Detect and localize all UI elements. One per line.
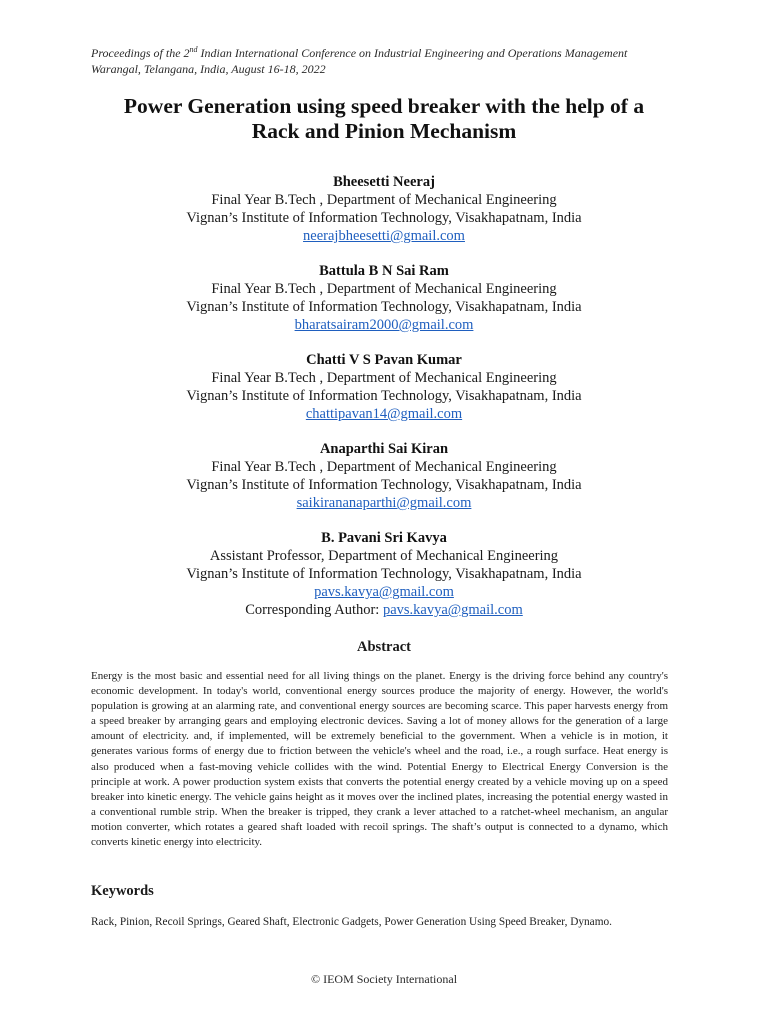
author-role: Assistant Professor, Department of Mechanical Engineering — [209, 548, 559, 564]
copyright-footer: © IEOM Society International — [310, 972, 458, 986]
author-email-link[interactable]: bharatsairam2000@gmail.com — [294, 317, 474, 333]
author-affiliation: Vignan’s Institute of Information Technology, Visakhapatnam, India — [186, 477, 582, 493]
author-name: Bheesetti Neeraj — [333, 174, 435, 190]
author-block — [84, 529, 684, 619]
corresponding-author-email-link[interactable]: pavs.kavya@gmail.com — [382, 602, 523, 618]
author-name: Chatti V S Pavan Kumar — [306, 352, 462, 368]
author-name: B. Pavani Sri Kavya — [321, 530, 447, 546]
author-role: Final Year B.Tech , Department of Mechanical Engineering — [211, 459, 557, 475]
author-block — [84, 440, 684, 512]
abstract-heading: Abstract — [357, 639, 411, 655]
corresponding-author — [84, 601, 684, 619]
conference-location: Warangal, Telangana, India, August 16-18, 2022 — [91, 62, 326, 76]
conference-name: Proceedings of the 2nd Indian International Conference on Industrial Engineering and Operations Management — [91, 45, 628, 60]
author-email-link[interactable]: saikirananaparthi@gmail.com — [296, 495, 472, 511]
author-affiliation: Vignan’s Institute of Information Technology, Visakhapatnam, India — [186, 299, 582, 315]
author-email-link[interactable]: pavs.kavya@gmail.com — [314, 584, 454, 600]
author-role: Final Year B.Tech , Department of Mechanical Engineering — [211, 370, 557, 386]
author-email-link[interactable]: chattipavan14@gmail.com — [305, 406, 463, 422]
corresponding-author-label: Corresponding Author: — [245, 602, 383, 618]
author-role: Final Year B.Tech , Department of Mechanical Engineering — [211, 281, 557, 297]
author-list — [84, 173, 684, 619]
paper-title-line-1: Power Generation using speed breaker with the help of a — [123, 94, 645, 118]
author-affiliation: Vignan’s Institute of Information Technology, Visakhapatnam, India — [186, 388, 582, 404]
paper-title-line-2: Rack and Pinion Mechanism — [251, 119, 517, 143]
author-block — [84, 351, 684, 423]
author-affiliation: Vignan’s Institute of Information Technology, Visakhapatnam, India — [186, 210, 582, 226]
proceedings-header — [91, 45, 691, 77]
author-block — [84, 262, 684, 334]
paper-title — [60, 94, 708, 144]
author-email-link[interactable]: neerajbheesetti@gmail.com — [303, 228, 465, 244]
author-affiliation: Vignan’s Institute of Information Technology, Visakhapatnam, India — [186, 566, 582, 582]
abstract-text: Energy is the most basic and essential need for all living things on the planet. Energy is the driving force behind any country's economic development. In today's world, conventional energy sources produce the majority of energy. However, the world's population is growing at an alarming rate, and conventional energy sources are becoming scarce. This paper harvests energy from a speed breaker by arranging gears and employing electronic devices. Saving a lot of money allows for the generation of a large amount of electricity. and, if implemented, will be extremely beneficial to the government. When a vehicle is in motion, it generates various forms of energy due to friction between the vehicle's wheel and the road, i.e., a rough surface. Heat energy is also produced when a fast-moving vehicle collides with the wind. Potential Energy to Electrical Energy Conversion is the principle at work. A power production system exists that converts the potential energy created by a vehicle moving up on a speed breaker into kinetic energy. The vehicle gains height as it moves over the inclined plates, increasing the potential energy wasted in a conventional rumble strip. When the breaker is tripped, they crank a lever attached to a ratchet-wheel mechanism, an angular motion converter, which rotates a geared shaft loaded with recoil springs. The shaft’s output is connected to a dynamo, which converts kinetic energy into electricity. — [91, 670, 668, 849]
author-block — [84, 173, 684, 245]
author-name: Anaparthi Sai Kiran — [319, 441, 449, 457]
keywords-text: Rack, Pinion, Recoil Springs, Geared Shaft, Electronic Gadgets, Power Generation Using Speed Breaker, Dynamo. — [91, 916, 612, 928]
ordinal-superscript: nd — [189, 45, 198, 54]
author-name: Battula B N Sai Ram — [319, 263, 449, 279]
keywords-heading: Keywords — [91, 883, 154, 899]
author-role: Final Year B.Tech , Department of Mechanical Engineering — [211, 192, 557, 208]
